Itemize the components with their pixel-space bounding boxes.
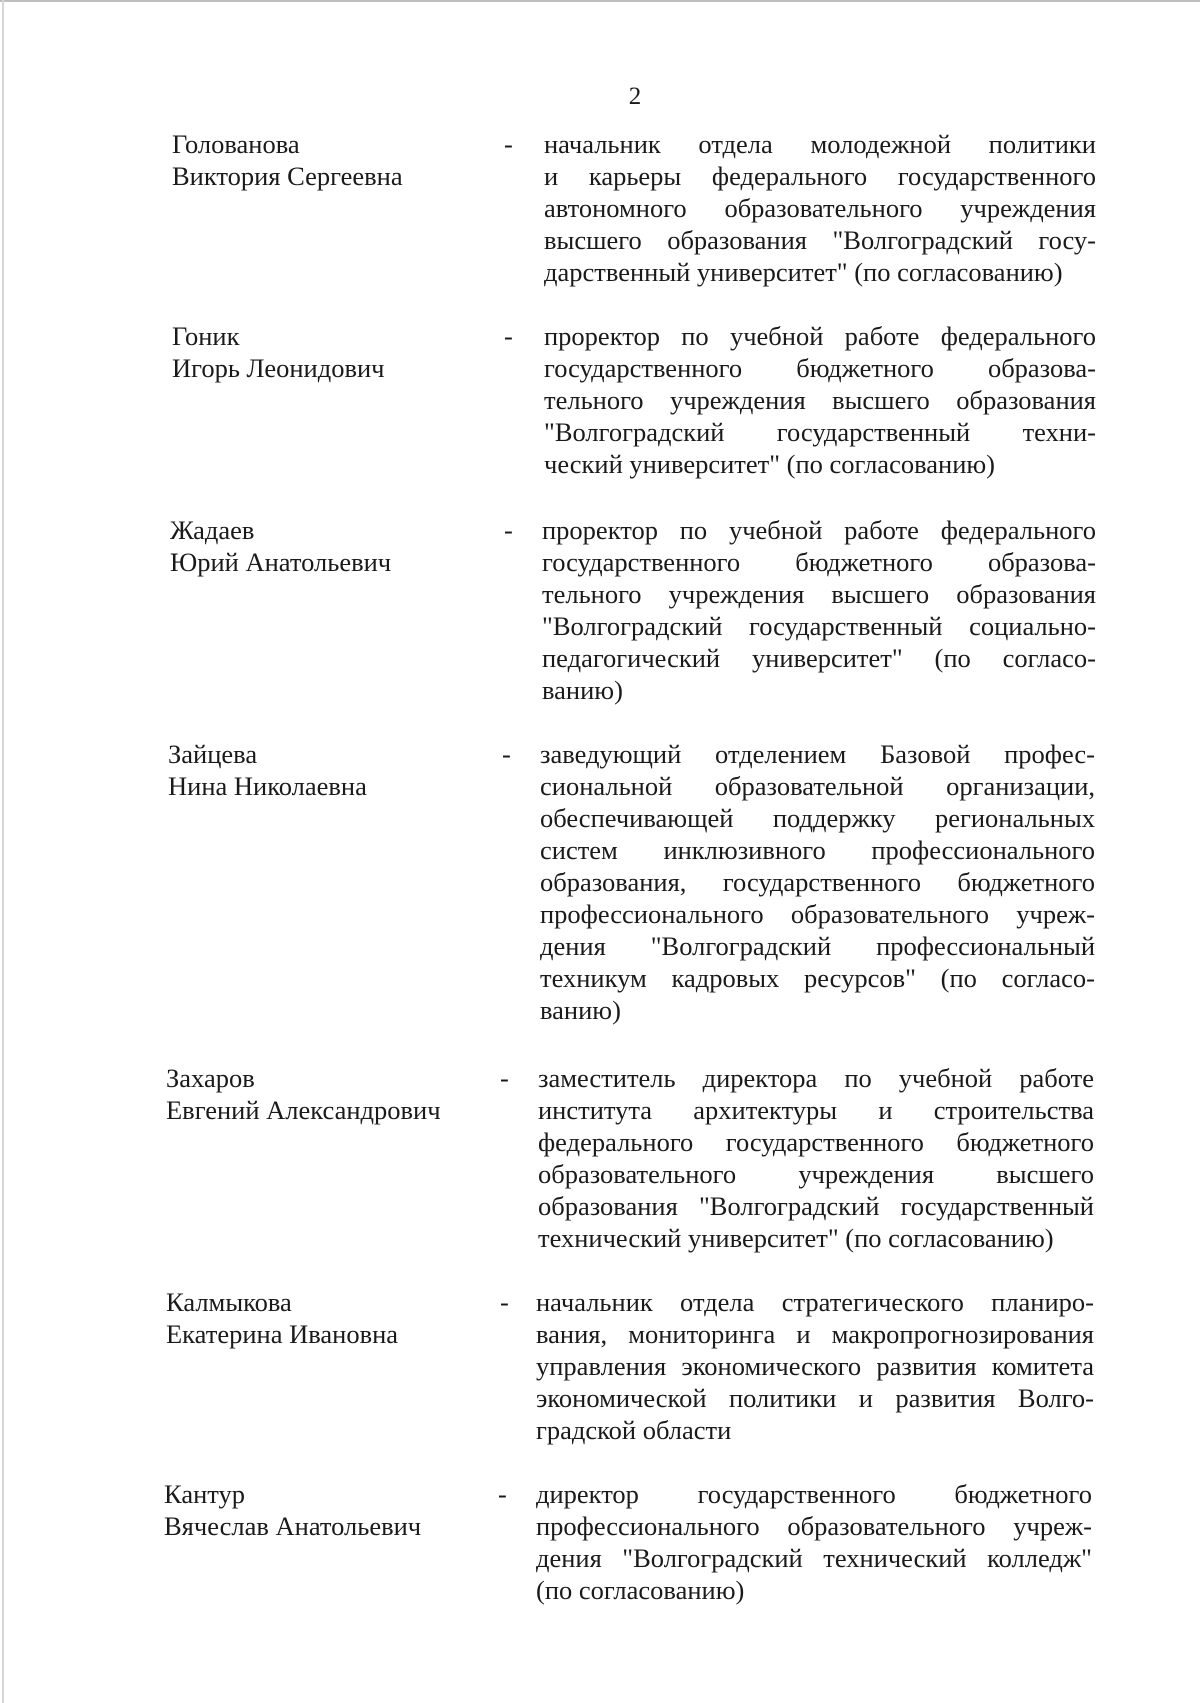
position-line: проректор по учебной работе федерального	[542, 515, 1096, 545]
position-line: образования "Волгоградский государственный	[538, 1191, 1094, 1221]
position-line: тельного учреждения высшего образования	[542, 579, 1096, 609]
separator-dash: -	[504, 515, 513, 545]
position-line: вания, мониторинга и макропрогнозирования	[536, 1319, 1094, 1349]
position-line: высшего образования "Волгоградский госу-	[544, 225, 1096, 255]
position-line: педагогический университет" (по согласо-	[542, 643, 1096, 673]
position-line: градской области	[536, 1415, 732, 1445]
position-line: начальник отдела стратегического планиро-	[536, 1287, 1094, 1317]
member-position	[536, 1286, 1094, 1446]
position-line: профессионального образовательного учреж-	[536, 1511, 1092, 1541]
position-line: тельного учреждения высшего образования	[544, 385, 1096, 415]
member-name	[172, 128, 512, 192]
position-line: заведующий отделением Базовой профес-	[540, 739, 1095, 769]
separator-dash: -	[504, 321, 513, 351]
position-line: проректор по учебной работе федерального	[544, 321, 1096, 351]
position-line: института архитектуры и строительства	[538, 1095, 1094, 1125]
separator-dash: -	[504, 129, 513, 159]
member-name	[168, 738, 508, 802]
member-surname: Кантур	[164, 1479, 246, 1509]
position-line: дения "Волгоградский профессиональный	[540, 931, 1095, 961]
member-name	[166, 1286, 506, 1350]
member-given-names: Юрий Анатольевич	[170, 547, 392, 577]
position-line: дарственный университет" (по согласованию)	[544, 257, 1063, 287]
position-line: автономного образовательного учреждения	[544, 193, 1096, 223]
position-line: начальник отдела молодежной политики	[544, 129, 1096, 159]
member-given-names: Евгений Александрович	[166, 1095, 441, 1125]
member-surname: Жадаев	[170, 515, 255, 545]
member-name	[170, 514, 510, 578]
member-given-names: Виктория Сергеевна	[172, 161, 403, 191]
position-line: ческий университет" (по согласованию)	[544, 449, 995, 479]
position-line: ванию)	[540, 995, 621, 1025]
position-line: федерального государственного бюджетного	[538, 1127, 1094, 1157]
position-line: образовательного учреждения высшего	[538, 1159, 1094, 1189]
member-position	[542, 514, 1096, 706]
position-line: и карьеры федерального государственного	[544, 161, 1096, 191]
position-line: государственного бюджетного образова-	[542, 547, 1096, 577]
member-given-names: Нина Николаевна	[168, 771, 367, 801]
position-line: ванию)	[542, 675, 623, 705]
member-name	[172, 320, 512, 384]
member-given-names: Игорь Леонидович	[172, 353, 385, 383]
separator-dash: -	[502, 739, 511, 769]
separator-dash: -	[500, 1287, 509, 1317]
member-surname: Калмыкова	[166, 1287, 292, 1317]
position-line: техникум кадровых ресурсов" (по согласо-	[540, 963, 1095, 993]
position-line: управления экономического развития комитета	[536, 1351, 1094, 1381]
member-surname: Захаров	[166, 1063, 255, 1093]
scan-edge-left	[2, 0, 4, 1703]
scan-edge-top	[0, 0, 1200, 2]
position-line: обеспечивающей поддержку региональных	[540, 803, 1095, 833]
position-line: директор государственного бюджетного	[536, 1479, 1092, 1509]
member-position	[540, 738, 1095, 1026]
position-line: образования, государственного бюджетного	[540, 867, 1095, 897]
position-line: технический университет" (по согласованию)	[538, 1223, 1054, 1253]
position-line: систем инклюзивного профессионального	[540, 835, 1095, 865]
page-number: 2	[628, 83, 642, 110]
position-line: (по согласованию)	[536, 1575, 745, 1605]
position-line: дения "Волгоградский технический колледж"	[536, 1543, 1092, 1573]
position-line: "Волгоградский государственный техни-	[544, 417, 1096, 447]
member-name	[166, 1062, 506, 1126]
separator-dash: -	[498, 1479, 507, 1509]
member-position	[536, 1478, 1092, 1606]
member-position	[544, 128, 1096, 288]
separator-dash: -	[500, 1063, 509, 1093]
position-line: экономической политики и развития Волго-	[536, 1383, 1094, 1413]
member-surname: Голованова	[172, 129, 300, 159]
member-surname: Зайцева	[168, 739, 258, 769]
position-line: заместитель директора по учебной работе	[538, 1063, 1094, 1093]
member-position	[538, 1062, 1094, 1254]
member-surname: Гоник	[172, 321, 240, 351]
member-given-names: Вячеслав Анатольевич	[164, 1511, 422, 1541]
position-line: сиональной образовательной организации,	[540, 771, 1095, 801]
member-position	[544, 320, 1096, 480]
position-line: "Волгоградский государственный социально-	[542, 611, 1096, 641]
member-given-names: Екатерина Ивановна	[166, 1319, 399, 1349]
member-name	[164, 1478, 504, 1542]
position-line: государственного бюджетного образова-	[544, 353, 1096, 383]
position-line: профессионального образовательного учреж-	[540, 899, 1095, 929]
